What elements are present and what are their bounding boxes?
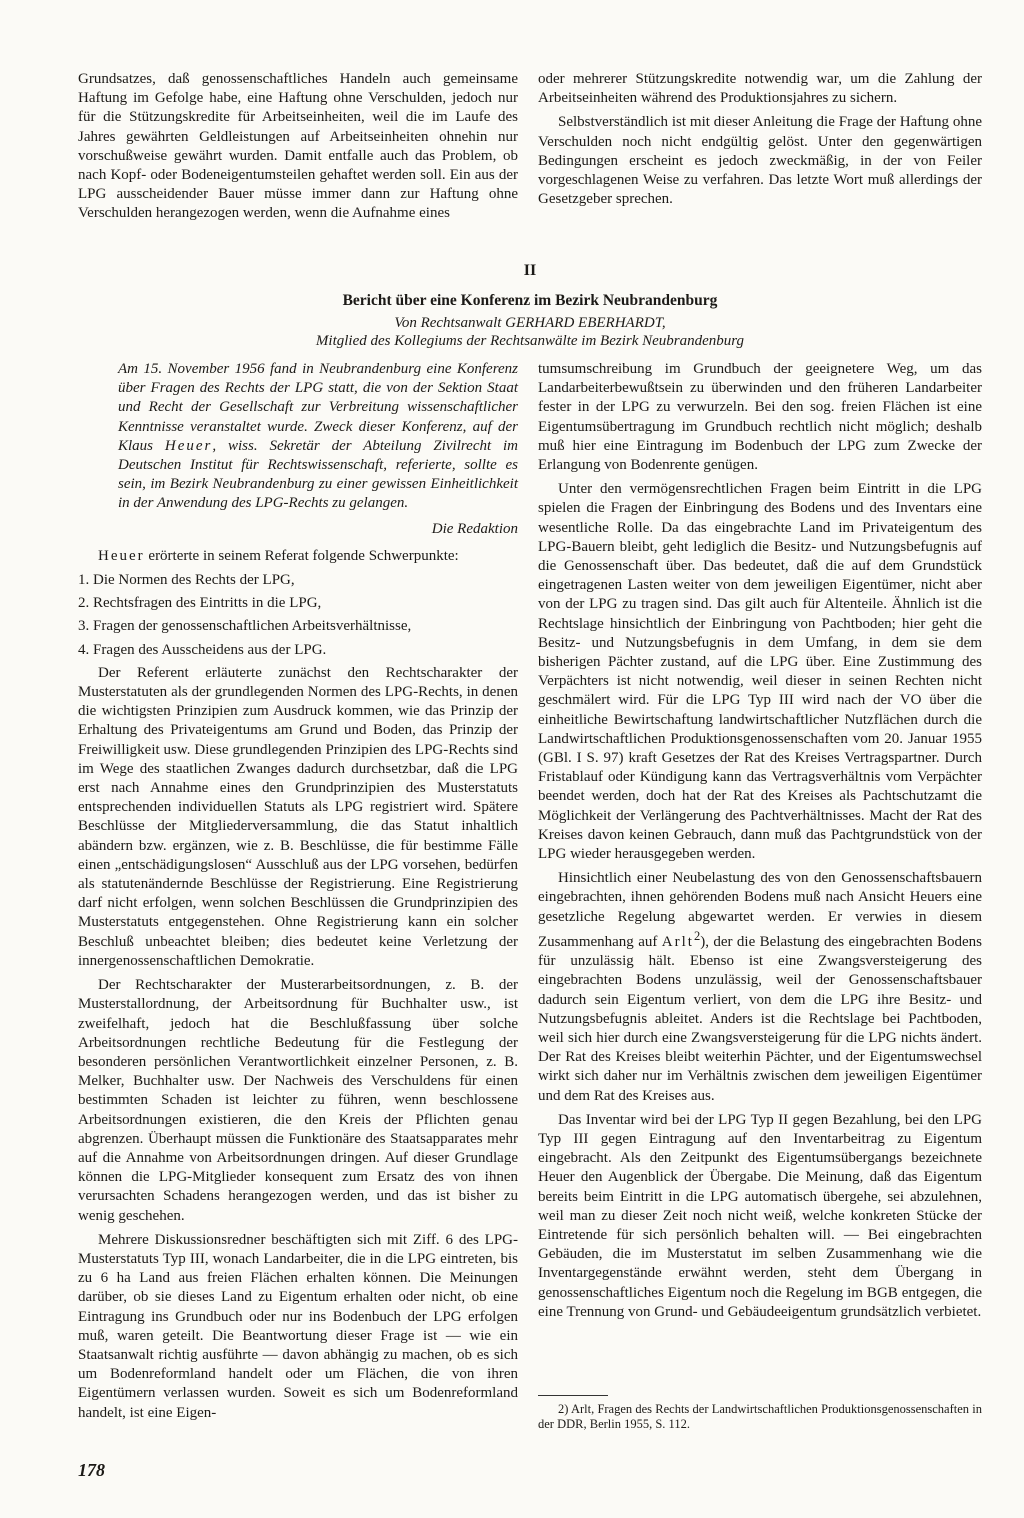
paragraph: Grundsatzes, daß genossenschaftliches Handeln auch gemeinsame Haftung im Gefolge habe, eine Haftung ohne Verschulden, jedoch nur für die Stützungskredite für Arbeitseinheiten, weil die im Laufe des Jahres gewährten Geldleistungen auf Arbeitseinheiten ohnehin nur vorschußweise gewährt wurden. Damit entfalle auch das Problem, ob nach Kopf- oder Bodeneigentumsteilen gehaftet werden soll. Ein aus der LPG ausscheidender Bauer müsse immer dann zur Haftung ohne Verschulden herangezogen werden, wenn die Aufnahme eines <box>78 71 518 222</box>
article-title: Bericht über eine Konferenz im Bezirk Neubrandenburg <box>342 292 718 309</box>
paragraph: oder mehrerer Stützungskredite notwendig war, um die Zahlung der Arbeitseinheiten während des Produktionsjahres zu sichern. <box>538 71 982 107</box>
editorial-intro <box>118 360 518 514</box>
name-spaced: Heuer <box>98 547 145 564</box>
intro-text: Am 15. November 1956 fand in Neubrandenburg eine Konferenz über Fragen des Rechts der LPG statt, die von der Sektion Staat und Recht der Gesellschaft zur Verbreitung wissenschaftlicher Kenntnisse veranstaltet wurde. Zweck dieser Konferenz, auf der Klaus <box>118 361 518 454</box>
list-item: 3. Fragen der genossenschaftlichen Arbeitsverhältnisse, <box>78 618 412 635</box>
author-line: Von Rechtsanwalt GERHARD EBERHARDT, <box>394 315 666 331</box>
intro-text: , wiss. Sekretär der Abteilung Zivilrecht im Deutschen Institut für Rechtswissenschaft, referierte, sollte es sein, im Bezirk Neubrandenburg zu einer gewissen Einheitlichkeit in der Anwendung des LPG-Rechts zu gelangen. <box>118 437 519 512</box>
paragraph: Unter den vermögensrechtlichen Fragen beim Eintritt in die LPG spielen die Fragen der Einbringung des Bodens und des Inventars eine wesentliche Rolle. Da das eingebrachte Land im Privateigentum des LPG-Bauern bleibt, geht lediglich die Besitz- und Nutzungsbefugnis auf die Genossenschaft über. Das bedeutet, daß die auf dem Grundstück eingetragenen Lasten weiter von dem jeweiligen Eigentümer, nicht aber von der LPG zu tragen sind. Das gilt auch für Altenteile. Ähnlich ist die Rechtslage hinsichtlich der Einbringung von Pachtboden; hier geht die Besitz- und Nutzungsbefugnis in dem Umfang, in dem sie dem bisherigen Pächter zustand, auf die LPG über. Eine Zustimmung des Verpächters ist nicht notwendig, weil dieser in seinen Rechten nicht geschmälert wird. Für die LPG Typ III wird nach der VO über die einheitliche Bewirtschaftung landwirtschaftlicher Nutzflächen durch die Landwirtschaftlichen Produktionsgenossenschaften vom 20. Januar 1955 (GBl. I S. 97) kraft Gesetzes der Rat des Kreises Vertragspartner. Durch Fristablauf oder Kündigung kann das Vertragsverhältnis vom Verpächter beendet werden, doch hat der Rat des Kreises als Pachtschutzamt die Möglichkeit der Verlängerung des Pachtverhältnisses. Macht der Rat des Kreises davon keinen Gebrauch, dann muß das Pachtgrundstück von der LPG wieder herausgegeben werden. <box>538 481 982 863</box>
footnote-divider <box>538 1395 608 1396</box>
paragraph-text: Hinsichtlich einer Neubelastung des von den Genossenschaftsbauern eingebrachten, ihnen gehörenden Bodens muß nach Ansicht Heuers eine gesetzliche Regelung abgewartet werden. Er verwies in diesem Zusammenhang auf <box>538 870 982 950</box>
paragraph: Der Rechtscharakter der Musterarbeitsordnungen, z. B. der Musterstallordnung, der Arbeitsordnung für Buchhalter usw., ist zweifelhaft, jedoch hat die Beschlußfassung über solche Arbeitsordnungen rechtliche Bedeutung für die Festlegung der besonderen persönlichen Verantwortlichkeit einzelner Personen, z. B. Melker, Buchhalter usw. Der Nachweis des Verschuldens für einen bestimmten Schaden ist leichter zu führen, wenn beschlossene Arbeitsordnungen existieren, die den Kreis der Pflichten genau abgrenzen. Überhaupt müssen die Funktionäre des Staatsapparates mehr auf die Annahme von Arbeitsordnungen dringen. Auf dieser Grundlage können die LPG-Mitglieder konsequent zum Ersatz des von ihnen verursachten Schadens herangezogen werden, und das ist bisher zu wenig geschehen. <box>78 977 518 1224</box>
top-right-column <box>538 70 982 214</box>
page-number: 178 <box>78 1460 105 1480</box>
intro-signature: Die Redaktion <box>431 520 518 537</box>
author-affiliation: Mitglied des Kollegiums der Rechtsanwälte im Bezirk Neubrandenburg <box>315 333 745 349</box>
points-list <box>78 571 518 660</box>
section-number: II <box>523 262 537 279</box>
paragraph: Mehrere Diskussionsredner beschäftigten sich mit Ziff. 6 des LPG-Musterstatuts Typ III, wonach Landarbeiter, die in die LPG eintreten, bis zu 6 ha Land aus freien Flächen erhalten können. Die Meinungen darüber, ob sie dieses Land zu Eigentum erhalten oder nicht, ob eine Eintragung ins Grundbuch oder nur ins Bodenbuch der LPG erfolgen muß, waren geteilt. Die Beantwortung dieser Frage ist — wie ein Staatsanwalt richtig ausführte — davon abhängig zu machen, ob es sich um Bodenreformland handelt oder um Flächen, die von ihren Eigentümern verlassen wurden. Soweit es sich um Bodenreformland handelt, ist eine Eigen- <box>78 1231 518 1421</box>
paragraph: Das Inventar wird bei der LPG Typ II gegen Bezahlung, bei den LPG Typ III gegen Eintragung auf den Inventarbeitrag zu Eigentum eingebracht. Als den Zeitpunkt des Eigentumsübergangs bezeichnete Heuer den Augenblick der Übergabe. Die Meinung, daß das Eigentum bereits beim Eintritt in die LPG automatisch übergehe, sei abzulehnen, weil man zu dieser Zeit noch nicht weiß, welche konkreten Stücke der Eintretende für sich persönlich behalten will. — Bei eingebrachten Gebäuden, die im Musterstatut im selben Zusammenhang wie die Inventargegenstände erwähnt werden, steht dem Übergang in genossenschaftliches Eigentum noch die Regelung im BGB entgegen, die eine Trennung von Grund- und Gebäudeeigentum grundsätzlich verbietet. <box>538 1111 982 1320</box>
paragraph: Der Referent erläuterte zunächst den Rechtscharakter der Musterstatuten als der grundlegenden Normen des LPG-Rechts, in denen die wichtigsten Prinzipien zum Ausdruck kommen, wie das Prinzip der Erhaltung des Privateigentums am Grund und Boden, das Prinzip der Freiwilligkeit usw. Diese grundlegenden Prinzipien des LPG-Rechts sind im Wege des staatlichen Zwanges dadurch durchsetzbar, daß die LPG erst nach Annahme eines den Grundprinzipien des Musterstatuts entsprechenden individuellen Statuts als LPG registriert wird. Spätere Beschlüsse der Mitgliederversammlung, die das Statut inhaltlich abändern bzw. ergänzen, wie z. B. Beschlüsse, die für bestimme Fälle einen „entschädigungslosen“ Ausschluß aus der LPG vorsehen, bedürfen als statutenändernde Beschlüsse der Registrierung. Eine Registrierung darf nicht erfolgen, wenn solchen Beschlüssen die Grundprinzipien des Musterstatuts entgegenstehen. Ohne Registrierung kann ein solcher Beschluß unbeachtet bleiben; dies bedeutet keine Verletzung der innergenossenschaftlichen Demokratie. <box>78 664 518 969</box>
list-item: 1. Die Normen des Rechts der LPG, <box>78 572 295 589</box>
intro-name: Heuer <box>164 437 213 454</box>
paragraph: Selbstverständlich ist mit dieser Anleitung die Frage der Haftung ohne Verschulden noch nicht endgültig gelöst. Unter den gegenwärtigen Bedingungen erscheint es jedoch zweckmäßig, in der von Feiler vorgeschlagenen Weise zu verfahren. Das letzte Wort muß allerdings der Gesetzgeber sprechen. <box>538 114 982 208</box>
paragraph <box>538 869 982 1105</box>
article-heading <box>78 262 982 350</box>
footnote-ref: 2 <box>693 928 701 943</box>
main-left-column <box>78 360 518 1428</box>
paragraph <box>78 547 518 566</box>
list-item: 4. Fragen des Ausscheidens aus der LPG. <box>78 641 327 658</box>
paragraph-text: ), der die Belastung des eingebrachten Bodens für unzulässig hält. Ebenso ist eine Zwangsversteigerung des eingebrachten Bodens unzulässig, weil der Genossenschaftsbauer dadurch sein Eigentum verliert, von dem die LPG ihre Besitz- und Nutzungsbefugnis ableitet. Anders ist die Rechtslage bei Pachtboden, weil sich hier durch eine Zwangsversteigerung für die LPG nichts ändert. Der Rat des Kreises bleibt weiterhin Pächter, und der Eigentumswechsel wirkt sich daher nur im Verhältnis zwischen dem jeweiligen Eigentümer und dem Rat des Kreises aus. <box>538 933 982 1104</box>
paragraph: tumsumschreibung im Grundbuch der geeignetere Weg, um das Landarbeiterbewußtsein zu überwinden und den früheren Landarbeiter fester in der LPG zu verwurzeln. Bei den sog. freien Flächen ist eine Eigentumsübertragung im Grundbuch rechtlich nicht möglich; deshalb muß hier eine Eintragung im Bodenbuch der LPG zum Zwecke der Erlangung von Bodenrente genügen. <box>538 361 982 474</box>
footnote: 2) Arlt, Fragen des Rechts der Landwirtschaftlichen Produktionsgenossenschaften in der DDR, Berlin 1955, S. 112. <box>538 1402 982 1431</box>
main-right-column <box>538 360 982 1327</box>
paragraph-text: erörterte in seinem Referat folgende Schwerpunkte: <box>144 547 459 564</box>
name-spaced: Arlt <box>661 933 694 950</box>
top-left-column <box>78 70 518 229</box>
list-item: 2. Rechtsfragen des Eintritts in die LPG, <box>78 595 322 612</box>
